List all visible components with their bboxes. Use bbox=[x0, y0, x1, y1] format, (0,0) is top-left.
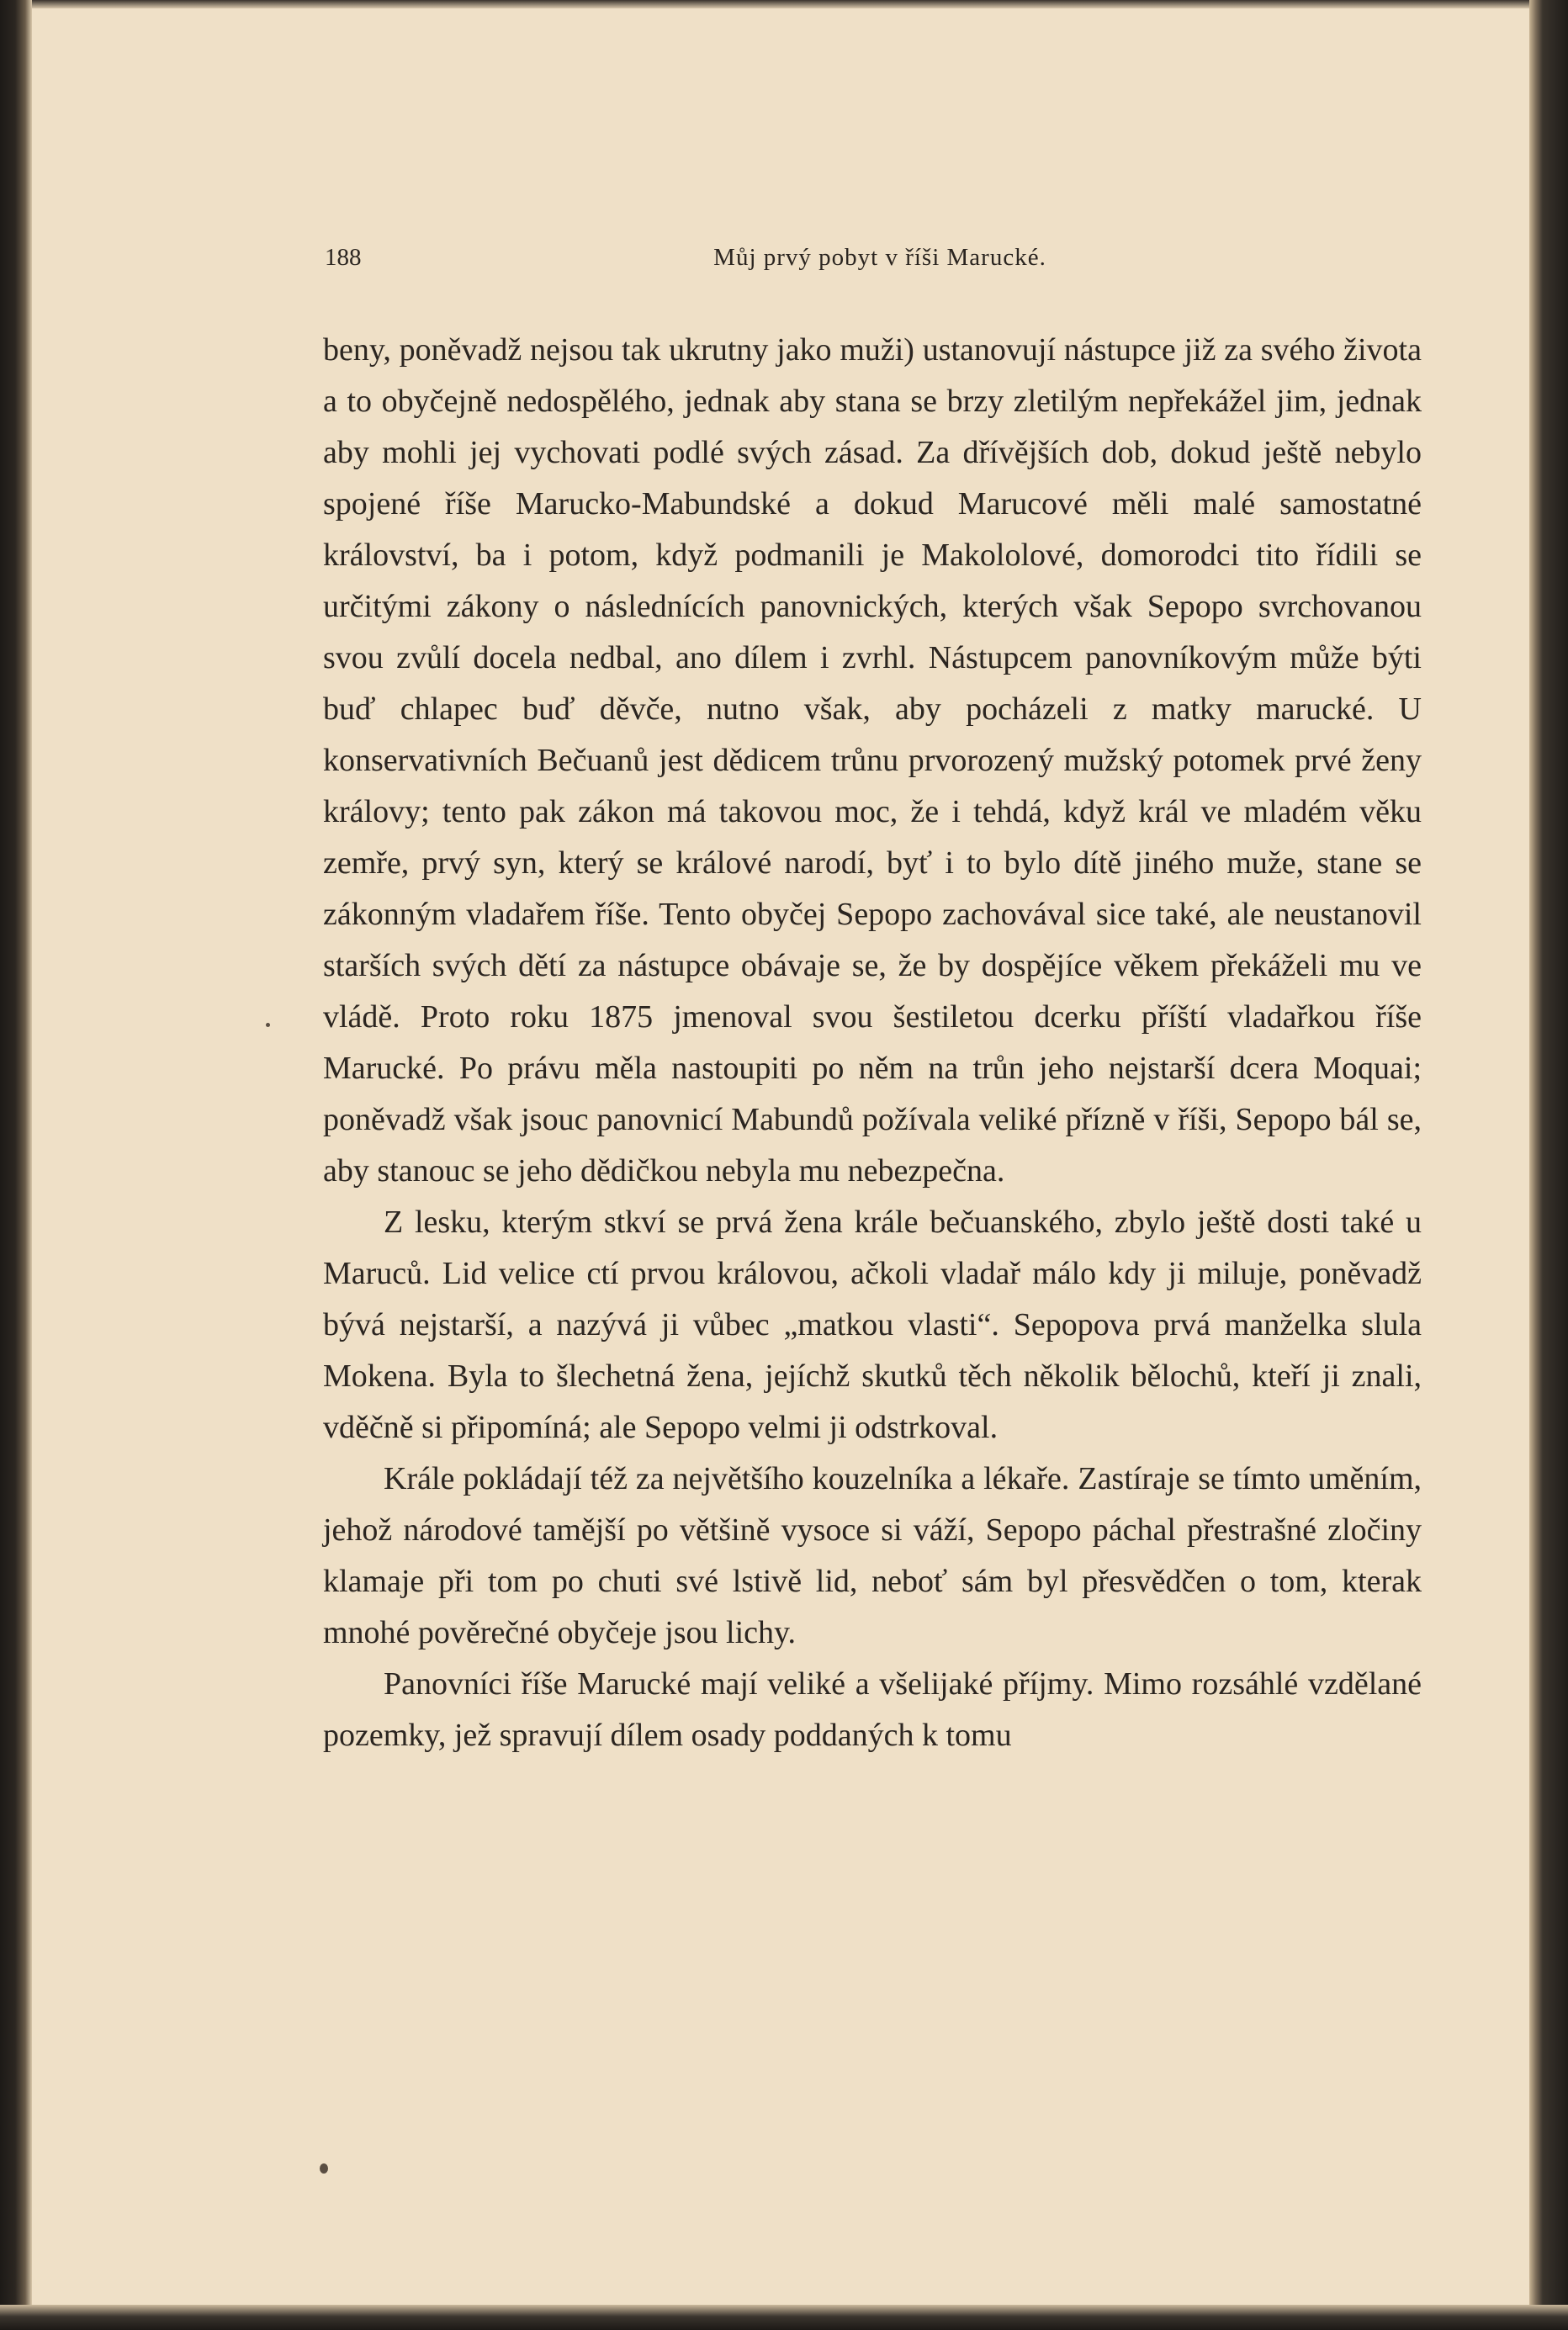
running-title: Můj prvý pobyt v říši Marucké. bbox=[713, 244, 1046, 271]
margin-speck bbox=[320, 2163, 328, 2174]
page-number: 188 bbox=[325, 244, 362, 271]
paragraph: Z lesku, kterým stkví se prvá žena krále bečuanského, zbylo ještě dosti také u Maruců. Lid velice ctí prvou královou, ačkoli vladař málo kdy ji miluje, poněvadž bývá nejstarší, a nazývá ji vůbec „matkou vlasti“. Sepopova prvá manželka slula Mokena. Byla to šlechetná žena, jejíchž skutků těch několik bělochů, kteří ji znali, vděčně si připomíná; ale Sepopo velmi ji odstrkoval. bbox=[323, 1205, 1422, 1445]
page-right-edge bbox=[1529, 0, 1568, 2330]
paragraph: beny, poněvadž nejsou tak ukrutny jako muži) ustanovují nástupce již za svého života a to obyčejně nedospělého, jednak aby stana se brzy zletilým nepřekážel jim, jednak aby mohli jej vychovati podlé svých zásad. Za dřívějších dob, dokud ještě nebylo spojené říše Marucko-Mabundské a dokud Marucové měli malé samostatné království, ba i potom, když podmanili je Makololové, domorodci tito řídili se určitými zákony o následnících panovnických, kterých však Sepopo svrchovanou svou zvůlí docela nedbal, ano dílem i zvrhl. Nástupcem panovníkovým může býti buď chlapec buď děvče, nutno však, aby pocházeli z matky marucké. U konservativních Bečuanů jest dědicem trůnu prvorozený mužský potomek prvé ženy královy; tento pak zákon má takovou moc, že i tehdá, když král ve mladém věku zemře, prvý syn, který se králové narodí, byť i to bylo dítě jiného muže, stane se zákonným vladařem říše. Tento obyčej Sepopo zachovával sice také, ale neustanovil starších svých dětí za nástupce obávaje se, že by dospějíce věkem překáželi mu ve vládě. Proto roku 1875 jmenoval svou šestiletou dcerku příští vladařkou říše Marucké. Po právu měla nastoupiti po něm na trůn jeho nejstarší dcera Moquai; poněvadž však jsouc panovnicí Mabundů požívala veliké přízně v říši, Sepopo bál se, aby stanouc se jeho dědičkou nebyla mu nebezpečna. bbox=[323, 332, 1422, 1189]
page-bottom-edge bbox=[0, 2305, 1568, 2330]
page-top-edge bbox=[0, 0, 1568, 8]
page-header bbox=[325, 244, 1435, 278]
page-body bbox=[323, 325, 1422, 1761]
paragraph: Krále pokládají též za největšího kouzelníka a lékaře. Zastíraje se tímto uměním, jehož národové tamější po většině vysoce si váží, Sepopo páchal přestrašné zločiny klamaje při tom po chuti své lstivě lid, neboť sám byl přesvědčen o tom, kterak mnohé pověrečné obyčeje jsou lichy. bbox=[323, 1461, 1422, 1650]
margin-speck bbox=[266, 1023, 270, 1027]
page-binding-edge bbox=[0, 0, 32, 2330]
paragraph: Panovníci říše Marucké mají veliké a všelijaké příjmy. Mimo rozsáhlé vzdělané pozemky, jež spravují dílem osady poddaných k tomu bbox=[323, 1666, 1422, 1753]
